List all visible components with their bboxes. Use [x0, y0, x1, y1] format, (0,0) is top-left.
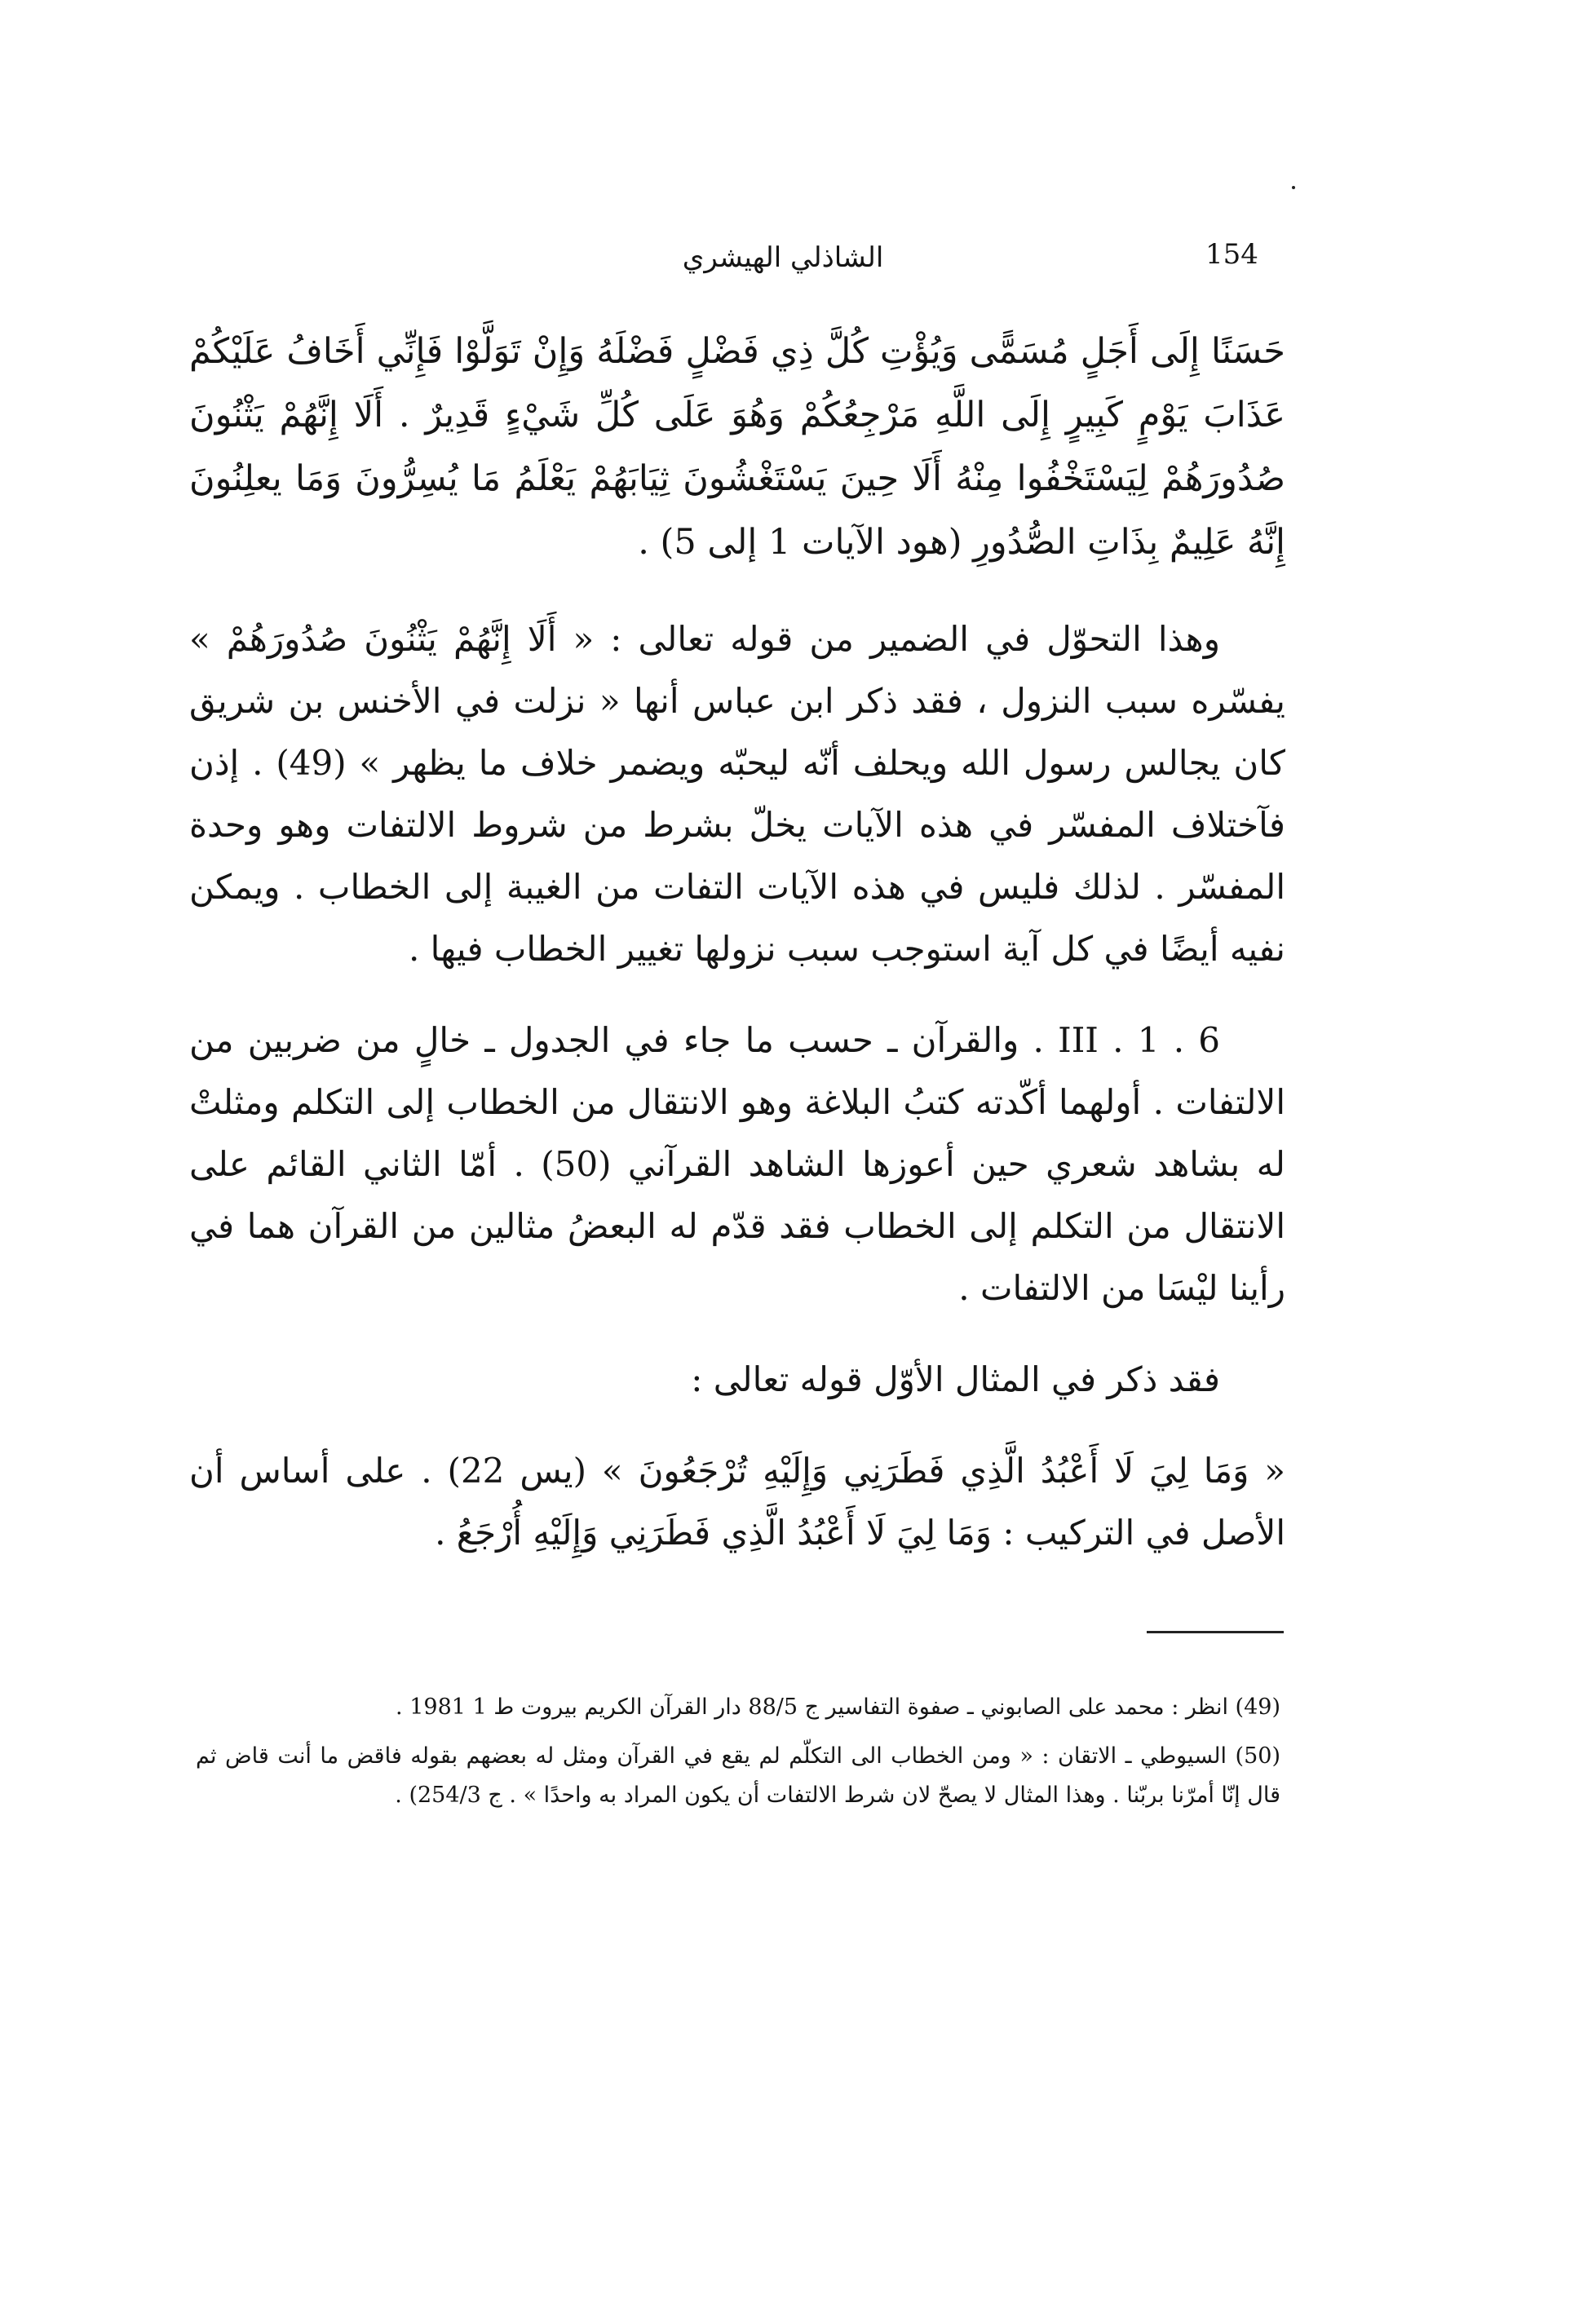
footnote-50: (50) السيوطي ـ الاتقان : « ومن الخطاب الى التكلّم لم يقع في القرآن ومثل له بعضهم بقوله فاقض ما أنت قاض ثم قال إنّا أمرّنا بربّنا . وهذا المثال لا يصحّ لان شرط الالتفات أن يكون المراد به واحدًا » . ج 254/3) .: [196, 1743, 1280, 1808]
footnote-49: (49) انظر : محمد على الصابوني ـ صفوة التفاسير ج 88/5 دار القرآن الكريم بيروت ط 1 1981 .: [396, 1694, 1280, 1720]
page-header: [0, 238, 1592, 295]
paragraph-2: III . 1 . 6 . والقرآن ـ حسب ما جاء في الجدول ـ خالٍ من ضربين من الالتفات . أولهما أكّدته كتبُ البلاغة وهو الانتقال من الخطاب إلى التكلم ومثلتْ له بشاهد شعري حين أعوزها الشاهد القرآني (50) . أمّا الثاني القائم على الانتقال من التكلم إلى الخطاب فقد قدّم له البعضُ مثالين من القرآن هما في رأينا ليْسَا من الالتفات .: [189, 1020, 1285, 1308]
quran-verse-block: حَسَنًا إِلَى أَجَلٍ مُسَمًّى وَيُؤْتِ كُلَّ ذِي فَضْلٍ فَضْلَهُ وَإِنْ تَوَلَّوْا فَإِنِّي أَخَافُ عَلَيْكُمْ عَذَابَ يَوْمٍ كَبِيرٍ إِلَى اللَّهِ مَرْجِعُكُمْ وَهُوَ عَلَى كُلِّ شَيْءٍ قَدِيرٌ . أَلَا إِنَّهُمْ يَثْنُونَ صُدُورَهُمْ لِيَسْتَخْفُوا مِنْهُ أَلَا حِينَ يَسْتَغْشُونَ ثِيَابَهُمْ يَعْلَمُ مَا يُسِرُّونَ وَمَا يعلِنُونَ إِنَّهُ عَلِيمٌ بِذَاتِ الصُّدُورِ (هود الآيات 1 إلى 5) .: [189, 331, 1285, 563]
paragraph-1: وهذا التحوّل في الضمير من قوله تعالى : « أَلَا إِنَّهُمْ يَثْنُونَ صُدُورَهُمْ » يفسّره سبب النزول ، فقد ذكر ابن عباس أنها « نزلت في الأخنس بن شريق كان يجالس رسول الله ويحلف أنّه ليحبّه ويضمر خلاف ما يظهر » (49) . إذن فآختلاف المفسّر في هذه الآيات يخلّ بشرط من شروط الالتفات وهو وحدة المفسّر . لذلك فليس في هذه الآيات التفات من الغيبة إلى الخطاب . ويمكن نفيه أيضًا في كل آية استوجب سبب نزولها تغيير الخطاب فيها .: [189, 619, 1285, 969]
page-mark: [1292, 186, 1295, 189]
running-head: الشاذلي الهيشري: [682, 241, 884, 274]
footnote-divider: [1147, 1631, 1284, 1633]
footnotes: [196, 1688, 1280, 1825]
paragraph-4: « وَمَا لِيَ لَا أَعْبُدُ الَّذِي فَطَرَنِي وَإِلَيْهِ تُرْجَعُونَ » (يس 22) . على أساس أن الأصل في التركيب : وَمَا لِيَ لَا أَعْبُدُ الَّذِي فَطَرَنِي وَإِلَيْهِ أُرْجَعُ .: [189, 1451, 1285, 1553]
paragraph-3: فقد ذكر في المثال الأوّل قوله تعالى :: [691, 1359, 1220, 1399]
page-number: 154: [1205, 238, 1258, 271]
main-text: [189, 320, 1285, 1593]
